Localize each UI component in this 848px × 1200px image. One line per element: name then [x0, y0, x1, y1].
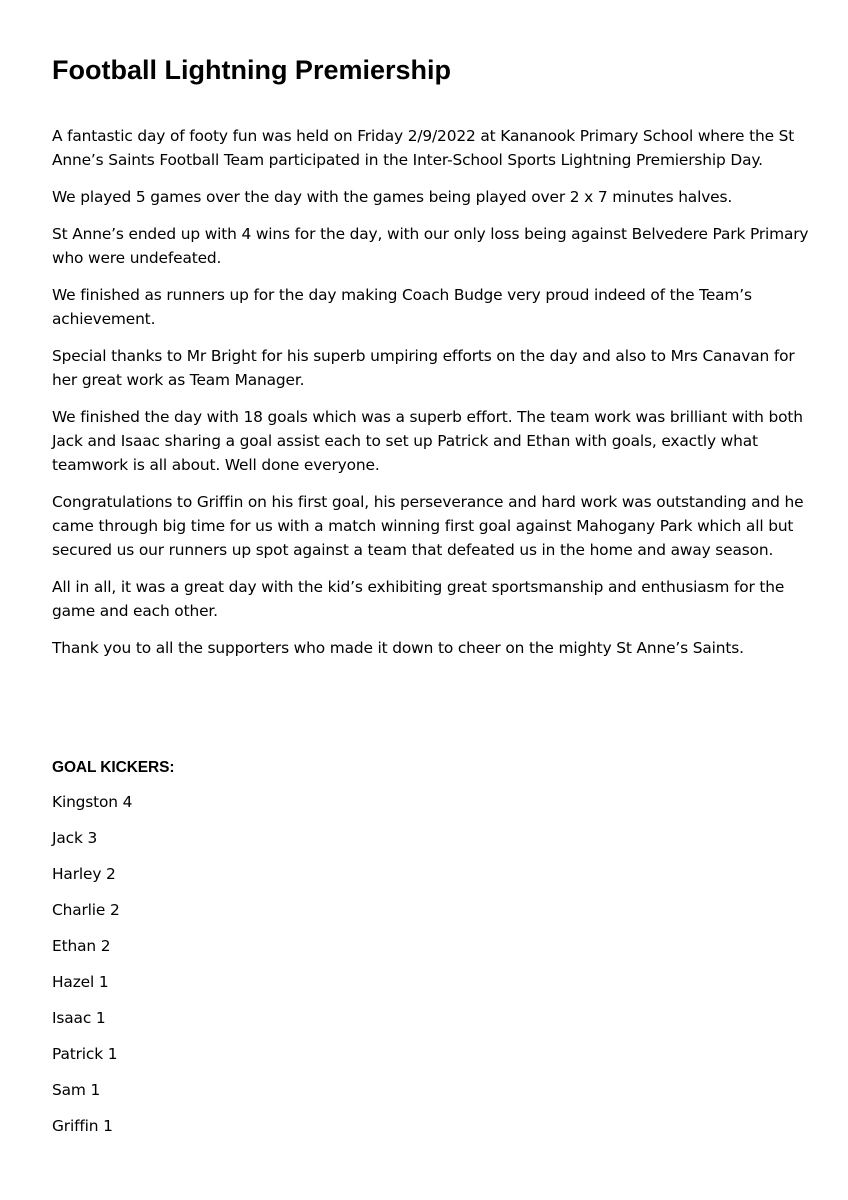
goal-kicker-entry: Sam 1 [52, 1081, 101, 1099]
paragraph: We played 5 games over the day with the games being played over 2 x 7 minutes halves. [52, 188, 733, 206]
goal-kicker-entry: Hazel 1 [52, 973, 109, 991]
goal-kicker-entry: Patrick 1 [52, 1045, 118, 1063]
goal-kicker-entry: Kingston 4 [52, 793, 133, 811]
paragraph: Congratulations to Griffin on his first goal, his perseverance and hard work was outstanding and he came through big time for us with a match winning first goal against Mahogany Park which all but secured us our runners up spot against a team that defeated us in the home and away season. [52, 493, 804, 559]
goal-kicker-entry: Jack 3 [52, 829, 98, 847]
paragraph: We finished as runners up for the day making Coach Budge very proud indeed of the Team’s achievement. [52, 286, 752, 328]
goal-kicker-entry: Charlie 2 [52, 901, 120, 919]
document-title: Football Lightning Premiership [52, 55, 452, 85]
goal-kicker-entry: Isaac 1 [52, 1009, 106, 1027]
paragraph: We finished the day with 18 goals which was a superb effort. The team work was brilliant with both Jack and Isaac sharing a goal assist each to set up Patrick and Ethan with goals, exactly what teamwork is all about. Well done everyone. [52, 408, 803, 474]
goal-kickers-heading: GOAL KICKERS: [52, 759, 175, 776]
paragraph: St Anne’s ended up with 4 wins for the day, with our only loss being against Belvedere Park Primary who were undefeated. [52, 225, 809, 267]
goal-kicker-entry: Griffin 1 [52, 1117, 113, 1135]
goal-kicker-entry: Ethan 2 [52, 937, 111, 955]
paragraph: All in all, it was a great day with the kid’s exhibiting great sportsmanship and enthusiasm for the game and each other. [52, 578, 785, 620]
paragraph: Thank you to all the supporters who made it down to cheer on the mighty St Anne’s Saints. [52, 639, 744, 657]
goal-kickers-list [52, 790, 132, 1150]
article-body [52, 124, 812, 673]
paragraph: A fantastic day of footy fun was held on Friday 2/9/2022 at Kananook Primary School where the St Anne’s Saints Football Team participated in the Inter-School Sports Lightning Premiership Day. [52, 127, 795, 169]
paragraph: Special thanks to Mr Bright for his superb umpiring efforts on the day and also to Mrs Canavan for her great work as Team Manager. [52, 347, 795, 389]
goal-kicker-entry: Harley 2 [52, 865, 116, 883]
